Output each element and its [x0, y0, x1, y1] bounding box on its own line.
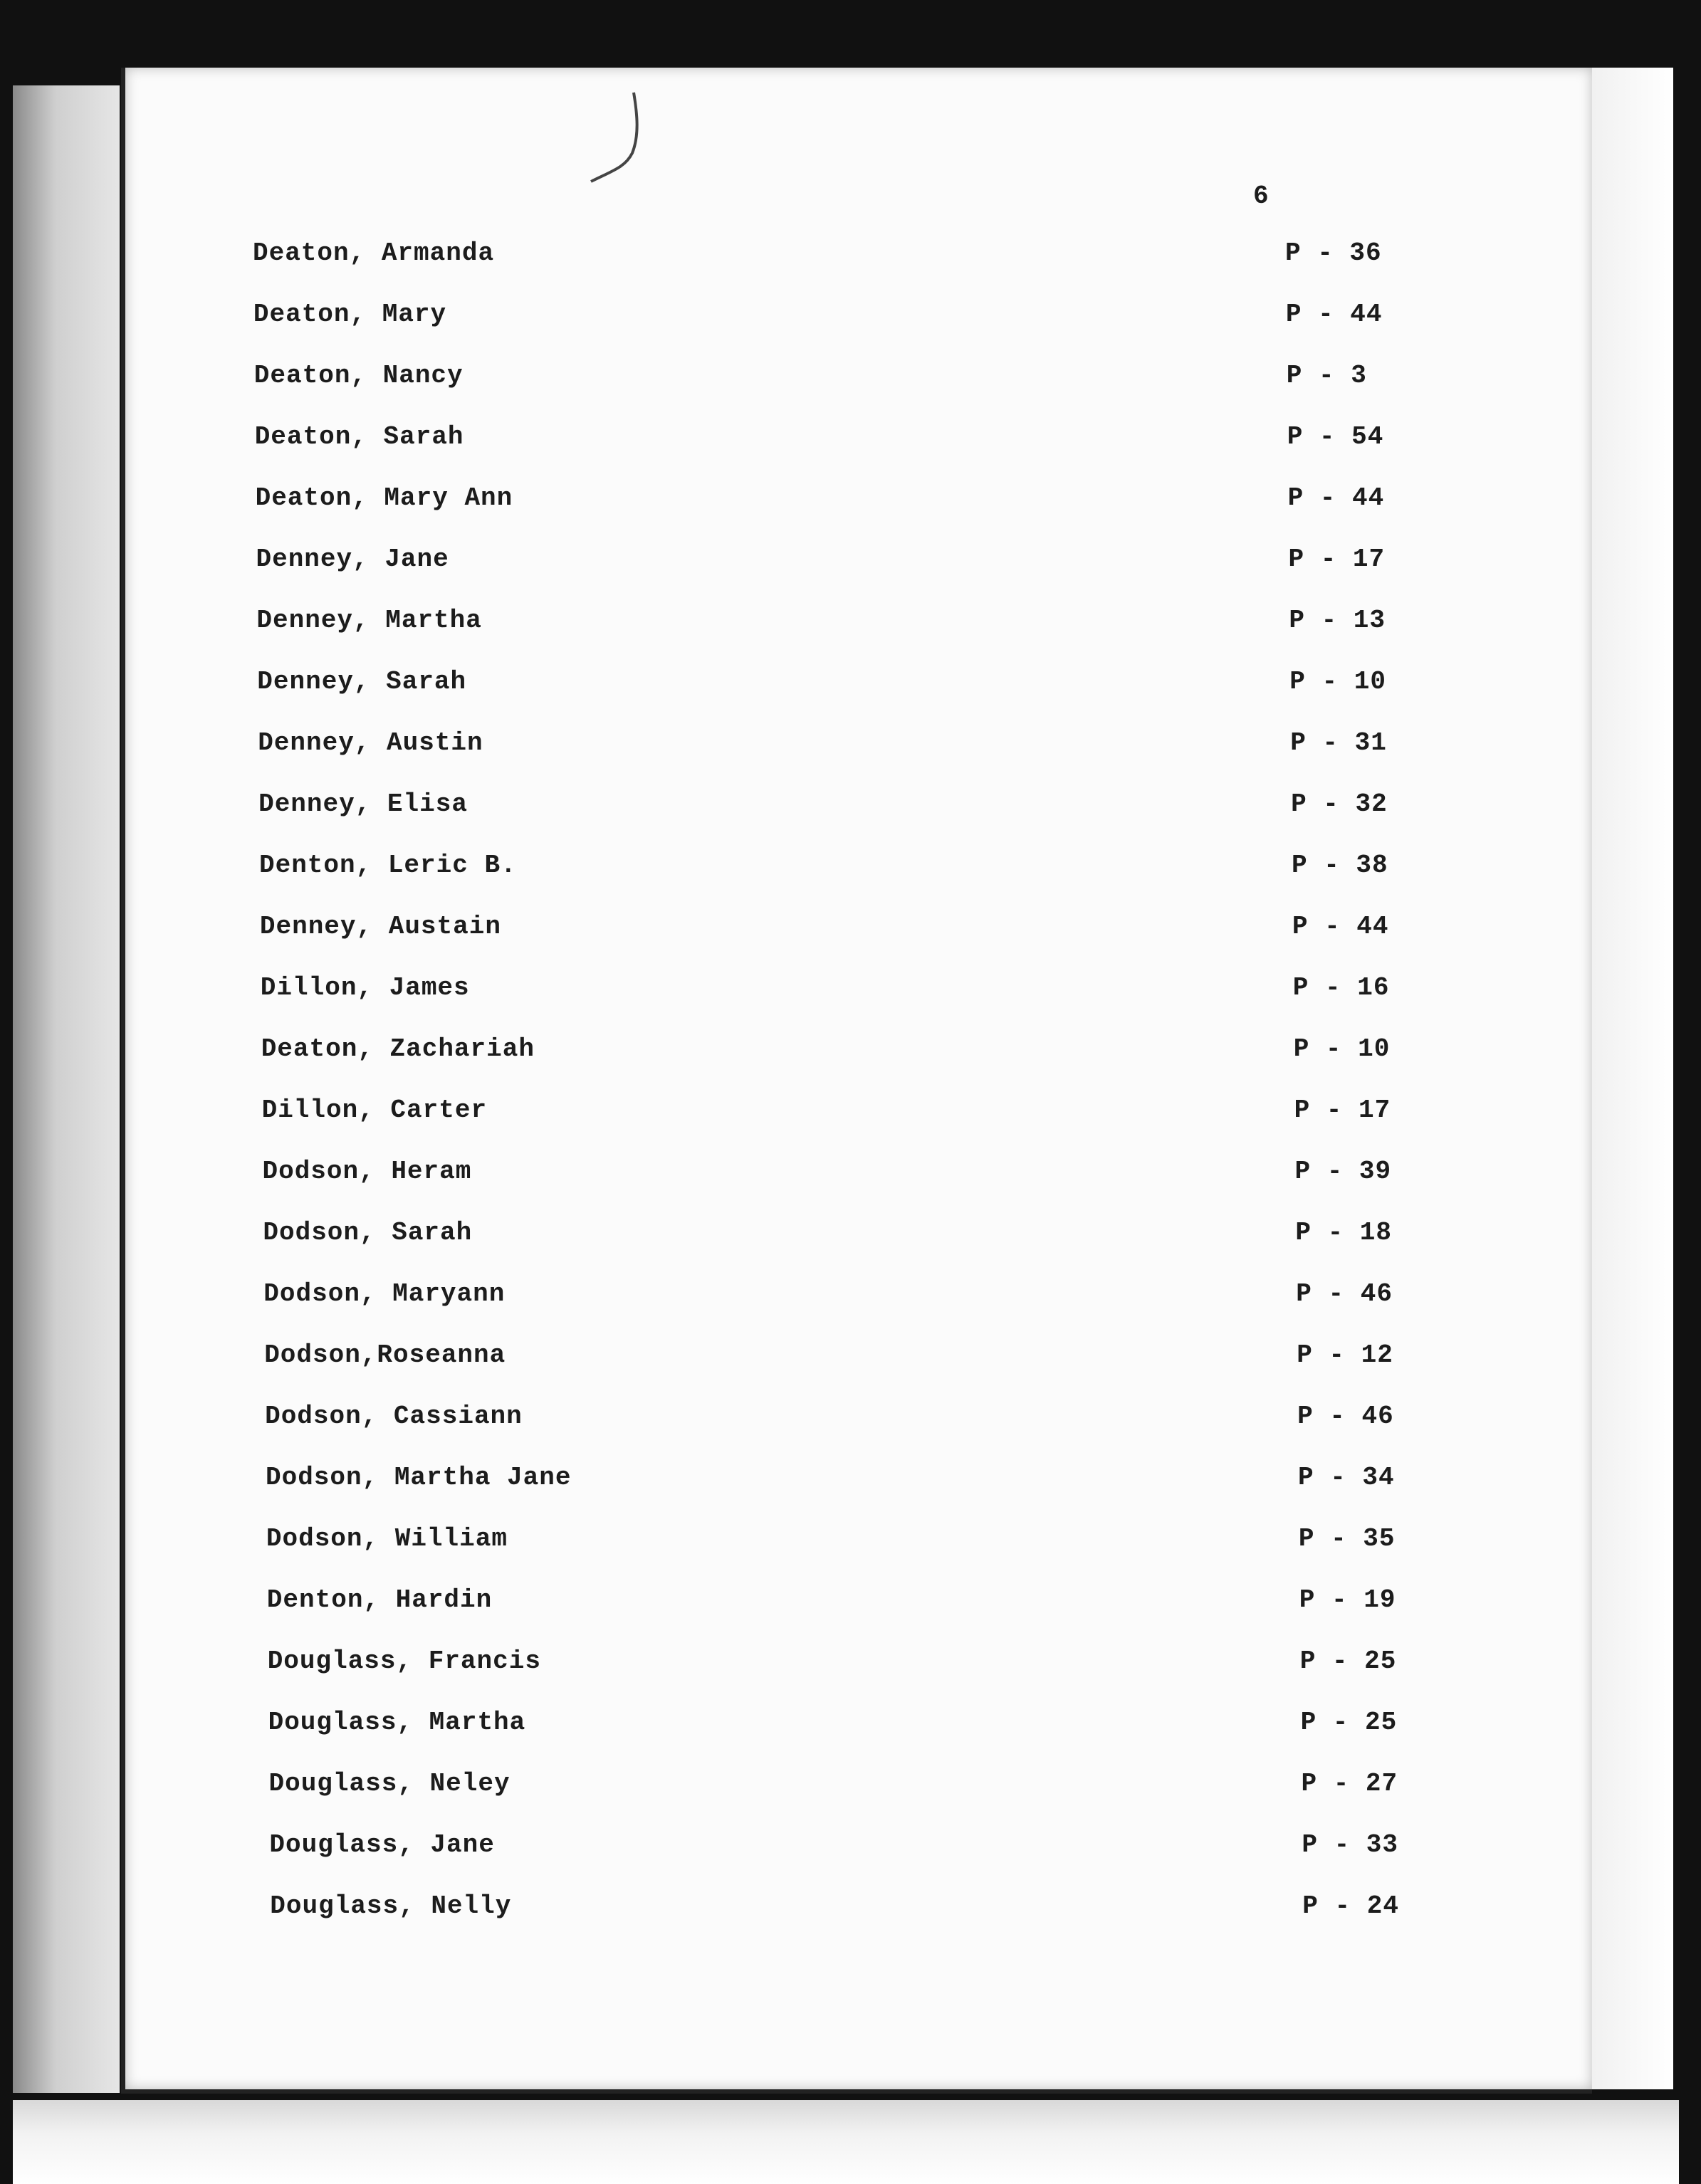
entry-page-reference: P - 46 — [1297, 1402, 1394, 1431]
index-entry — [263, 1218, 1428, 1279]
entry-page-reference: P - 3 — [1286, 361, 1367, 390]
index-entry — [261, 1034, 1428, 1096]
index-entry — [256, 545, 1428, 606]
index-entry — [254, 361, 1428, 422]
entry-name: Deaton, Sarah — [254, 422, 464, 451]
entry-name: Denney, Elisa — [258, 789, 468, 819]
entry-page-reference: P - 10 — [1289, 667, 1386, 696]
entry-page-reference: P - 44 — [1287, 483, 1385, 513]
index-entry — [253, 238, 1428, 300]
index-entry — [258, 789, 1428, 851]
index-entry — [268, 1647, 1428, 1708]
entry-page-reference: P - 44 — [1292, 912, 1389, 941]
entry-page-reference: P - 19 — [1299, 1585, 1396, 1615]
entry-page-reference: P - 46 — [1296, 1279, 1393, 1308]
entry-page-reference: P - 54 — [1287, 422, 1384, 451]
entry-page-reference: P - 18 — [1295, 1218, 1393, 1247]
entry-name: Dodson, Sarah — [263, 1218, 473, 1247]
index-entry — [267, 1585, 1428, 1647]
index-entry — [270, 1891, 1428, 1953]
entry-name: Denney, Jane — [256, 545, 449, 574]
index-entry — [261, 973, 1428, 1034]
index-entry — [255, 422, 1428, 483]
facing-page-edge — [13, 85, 120, 2093]
pen-mark-icon — [584, 85, 655, 192]
entry-name: Dodson, Maryann — [263, 1279, 506, 1308]
binding-bottom-edge — [13, 2100, 1679, 2184]
index-entry — [260, 912, 1428, 973]
entry-page-reference: P - 39 — [1294, 1157, 1392, 1186]
entry-name: Denney, Austain — [259, 912, 501, 941]
index-entry — [266, 1463, 1428, 1524]
entry-page-reference: P - 13 — [1289, 606, 1386, 635]
entry-name: Dodson,Roseanna — [264, 1340, 506, 1370]
index-entry — [266, 1524, 1428, 1585]
index-entry — [263, 1157, 1428, 1218]
index-entry — [258, 728, 1428, 789]
entry-page-reference: P - 35 — [1298, 1524, 1396, 1553]
entry-page-reference: P - 25 — [1300, 1708, 1398, 1737]
entry-name: Denney, Austin — [258, 728, 483, 757]
index-entry — [269, 1769, 1428, 1830]
entry-name: Deaton, Armanda — [253, 238, 495, 268]
index-entry — [264, 1340, 1428, 1402]
right-page-margin — [1588, 68, 1673, 2089]
entry-page-reference: P - 12 — [1297, 1340, 1393, 1370]
index-entry — [256, 483, 1428, 545]
entry-name: Douglass, Neley — [268, 1769, 511, 1798]
entry-name: Douglass, Nelly — [270, 1891, 512, 1921]
index-entry — [257, 667, 1428, 728]
index-entry — [263, 1279, 1428, 1340]
entry-page-reference: P - 16 — [1292, 973, 1390, 1002]
entry-name: Denney, Sarah — [257, 667, 467, 696]
entry-name: Deaton, Mary Ann — [255, 483, 513, 513]
entry-page-reference: P - 24 — [1302, 1891, 1399, 1921]
entry-name: Dillon, James — [260, 973, 470, 1002]
index-entry — [259, 851, 1428, 912]
entry-name: Deaton, Nancy — [253, 361, 464, 390]
index-entry — [253, 300, 1428, 361]
entry-page-reference: P - 34 — [1298, 1463, 1395, 1492]
index-entry — [262, 1096, 1428, 1157]
entry-name: Deaton, Mary — [253, 300, 447, 329]
index-entry — [265, 1402, 1428, 1463]
index-entry-list — [253, 238, 1428, 1953]
index-entry — [256, 606, 1428, 667]
entry-page-reference: P - 17 — [1288, 545, 1386, 574]
entry-name: Dodson, Cassiann — [265, 1402, 523, 1431]
entry-name: Denton, Leric B. — [259, 851, 517, 880]
entry-name: Dodson, Heram — [262, 1157, 472, 1186]
entry-name: Denney, Martha — [256, 606, 482, 635]
entry-page-reference: P - 10 — [1293, 1034, 1391, 1064]
entry-page-reference: P - 17 — [1294, 1096, 1391, 1125]
entry-page-reference: P - 33 — [1302, 1830, 1399, 1859]
entry-page-reference: P - 44 — [1285, 300, 1383, 329]
entry-page-reference: P - 31 — [1290, 728, 1387, 757]
entry-name: Deaton, Zachariah — [261, 1034, 535, 1064]
entry-name: Douglass, Francis — [267, 1647, 541, 1676]
entry-page-reference: P - 32 — [1291, 789, 1388, 819]
index-entry — [268, 1708, 1428, 1769]
entry-name: Dodson, Martha Jane — [266, 1463, 572, 1492]
entry-page-reference: P - 27 — [1301, 1769, 1398, 1798]
index-entry — [269, 1830, 1428, 1891]
entry-name: Douglass, Jane — [269, 1830, 495, 1859]
entry-page-reference: P - 38 — [1292, 851, 1388, 880]
page-number: 6 — [1253, 182, 1269, 211]
entry-name: Douglass, Martha — [268, 1708, 526, 1737]
entry-name: Dodson, William — [266, 1524, 508, 1553]
entry-name: Dillon, Carter — [261, 1096, 488, 1125]
entry-page-reference: P - 25 — [1299, 1647, 1397, 1676]
entry-page-reference: P - 36 — [1285, 238, 1382, 268]
entry-name: Denton, Hardin — [266, 1585, 493, 1615]
